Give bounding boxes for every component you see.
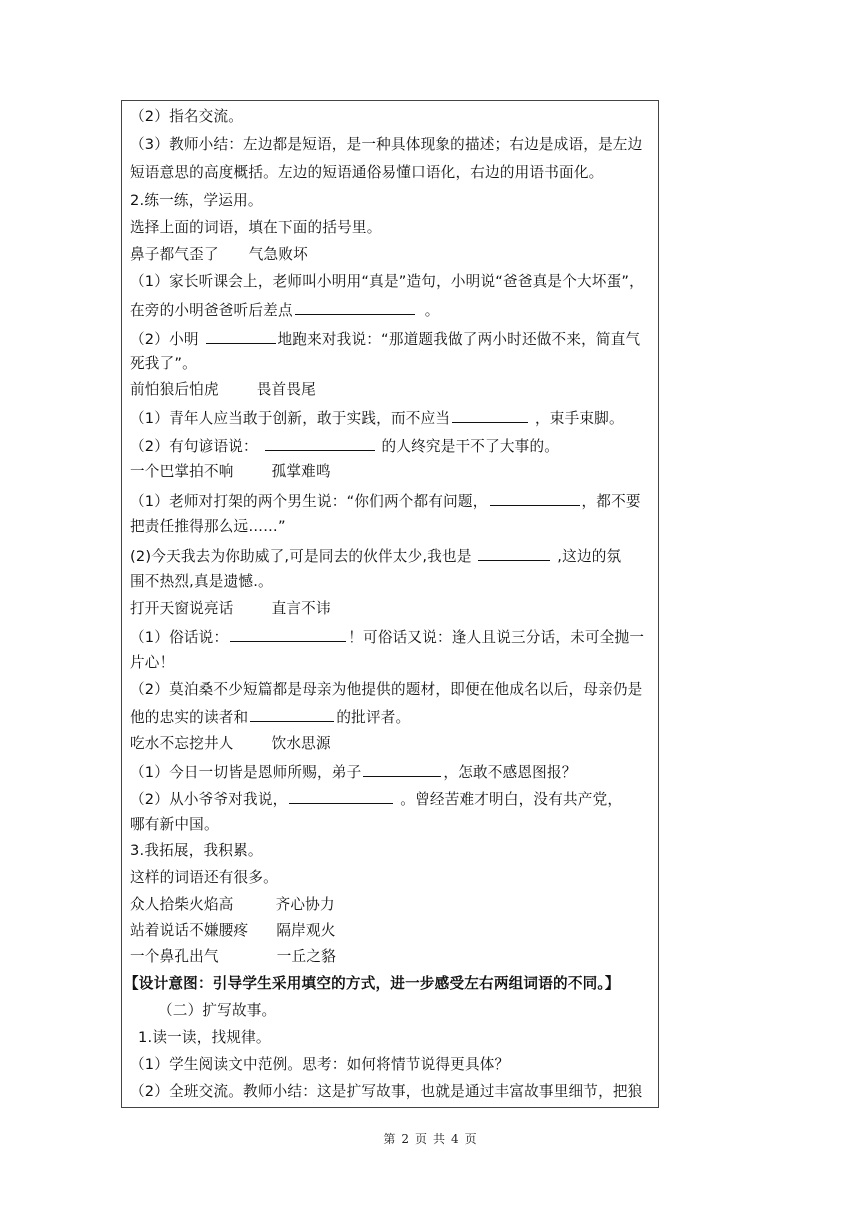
fill-blank[interactable] [295, 300, 415, 315]
word-left: 一个巴掌拍不响 [130, 463, 234, 480]
word-right: 直言不讳 [271, 600, 331, 617]
text-line: 短语意思的高度概括。左边的短语通俗易懂口语化，右边的用语书面化。 [130, 164, 604, 181]
design-intent-note: 【设计意图：引导学生采用填空的方式，进一步感受左右两组词语的不同。】 [124, 975, 620, 992]
fill-blank[interactable] [478, 546, 550, 561]
word-right: 孤掌难鸣 [271, 463, 331, 480]
fill-blank[interactable] [452, 408, 528, 423]
word-right: 畏首畏尾 [256, 381, 316, 398]
text-line: 把责任推得那么远……” [130, 518, 286, 535]
text-line: （1）俗话说： ！可俗话又说：逢人且说三分话，未可全抛一 [130, 629, 645, 646]
word-right: 齐心协力 [275, 896, 335, 913]
fill-blank[interactable] [230, 627, 346, 642]
word-right: 隔岸观火 [276, 922, 336, 939]
text-line: （1）青年人应当敢于创新，敢于实践，而不应当 ，束手束脚。 [130, 410, 624, 427]
word-left: 吃水不忘挖井人 [130, 735, 234, 752]
word-right: 饮水思源 [271, 735, 331, 752]
text-line: （3）教师小结：左边都是短语，是一种具体现象的描述；右边是成语，是左边 [130, 136, 643, 153]
fill-blank[interactable] [490, 491, 580, 506]
text-line: 片心！ [130, 654, 175, 671]
fill-blank[interactable] [206, 329, 276, 344]
text-line: （1）学生阅读文中范例。思考：如何将情节说得更具体？ [130, 1056, 510, 1073]
text-line: 哪有新中国。 [130, 816, 219, 833]
word-left: 鼻子都气歪了 [130, 246, 219, 263]
text-line: （2）从小爷爷对我说， 。曾经苦难才明白，没有共产党， [130, 791, 623, 808]
word-left: 前怕狼后怕虎 [130, 381, 219, 398]
fill-blank[interactable] [363, 762, 441, 777]
word-left: 众人拾柴火焰高 [130, 896, 234, 913]
text-line: （2）全班交流。教师小结：这是扩写故事，也就是通过丰富故事里细节，把狼 [130, 1083, 643, 1100]
text-line: （2）小明 地跑来对我说：“那道题我做了两小时还做不来，简直气 [130, 331, 641, 348]
text-line: （1）老师对打架的两个男生说：“你们两个都有问题， ，都不要 [130, 493, 641, 510]
current-page: 2 [401, 1132, 409, 1146]
text-line: 他的忠实的读者和 的批评者。 [130, 709, 411, 726]
text-line: （2）莫泊桑不少短篇都是母亲为他提供的题材，即便在他成名以后，母亲仍是 [130, 681, 643, 698]
text-line: 选择上面的词语，填在下面的括号里。 [130, 219, 382, 236]
word-pair [130, 600, 331, 618]
total-pages: 4 [451, 1132, 459, 1146]
word-pair [130, 463, 331, 481]
word-pair [130, 246, 308, 264]
text-line: （1）家长听课会上，老师叫小明用“真是”造句，小明说“爸爸真是个大坏蛋”， [130, 273, 644, 290]
fill-blank[interactable] [265, 436, 375, 451]
page-footer: 第 2 页 共 4 页 [383, 1132, 477, 1146]
text-line: 这样的词语还有很多。 [130, 869, 278, 886]
word-right: 气急败坏 [248, 246, 308, 263]
fill-blank[interactable] [289, 789, 393, 804]
fill-blank[interactable] [250, 707, 334, 722]
text-line: 围不热烈,真是遗憾.。 [130, 573, 273, 590]
text-line: （2）有句谚语说： 的人终究是干不了大事的。 [130, 438, 560, 455]
word-pair [130, 948, 336, 966]
section-heading: 1.读一读，找规律。 [138, 1029, 271, 1046]
word-left: 站着说话不嫌腰疼 [130, 922, 249, 939]
section-heading: 2.练一练，学运用。 [130, 192, 263, 209]
word-pair [130, 922, 336, 940]
word-pair [130, 896, 335, 914]
text-line: 死我了”。 [130, 355, 197, 372]
word-pair [130, 735, 331, 753]
text-line: 在旁的小明爸爸听后差点 。 [130, 302, 440, 319]
section-heading: 3.我拓展，我积累。 [130, 842, 263, 859]
text-line: (2)今天我去为你助威了,可是同去的伙伴太少,我也是 ,这边的氛 [130, 548, 622, 565]
text-line: （1）今日一切皆是恩师所赐，弟子 ，怎敢不感恩图报？ [130, 764, 577, 781]
word-pair [130, 381, 316, 399]
word-right: 一丘之貉 [276, 948, 336, 965]
section-heading: （二）扩写故事。 [158, 1002, 277, 1019]
text-line: （2）指名交流。 [130, 108, 244, 125]
word-left: 一个鼻孔出气 [130, 948, 219, 965]
word-left: 打开天窗说亮话 [130, 600, 234, 617]
